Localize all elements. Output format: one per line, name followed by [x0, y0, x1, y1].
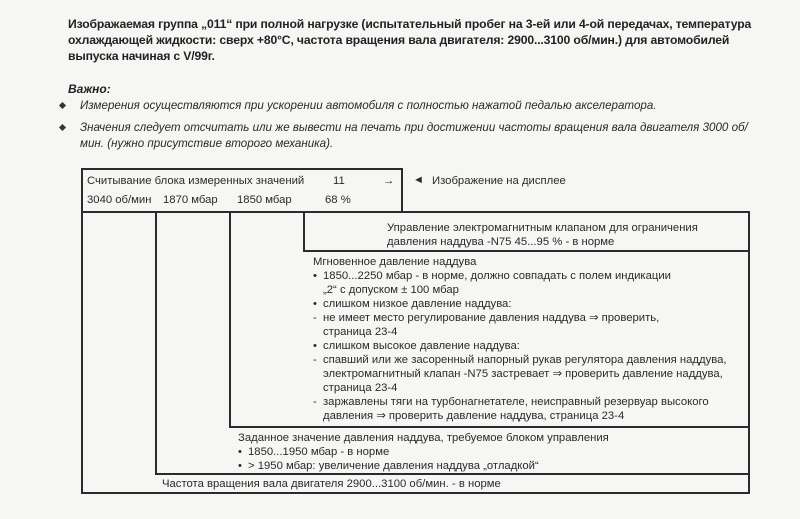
pointer-left-icon: ◄: [413, 174, 424, 186]
arrow-right-icon: →: [383, 175, 395, 187]
field4-line: давления наддува -N75 45...95 % - в норме: [387, 236, 615, 248]
field3-title: Мгновенное давление наддува: [313, 256, 477, 268]
display-field-4: 68 %: [325, 194, 351, 206]
item-line: - заржавлены тяги на турбонагнетателе, неисправный резервуар высокого: [323, 396, 709, 408]
item-line: • слишком высокое давление наддува:: [323, 340, 520, 352]
note-item: [60, 98, 780, 114]
important-heading: Важно:: [68, 82, 111, 96]
item-line: - не имеет место регулирование давления наддува ⇒ проверить,: [323, 312, 660, 324]
list-item: [313, 311, 743, 339]
field2-description: [238, 431, 738, 473]
diamond-bullet-icon: [59, 124, 66, 131]
display-field-3: 1850 мбар: [237, 194, 292, 206]
display-title: Считывание блока измеренных значений: [87, 175, 305, 187]
field4-description: [387, 221, 698, 249]
note-text: Измерения осуществляются при ускорении автомобиля с полностью нажатой педалью акселератора.: [80, 99, 657, 112]
field2-title: Заданное значение давления наддува, требуемое блоком управления: [238, 432, 609, 444]
item-line: • слишком низкое давление наддува:: [323, 298, 512, 310]
list-item: [313, 297, 743, 311]
display-field-2: 1870 мбар: [163, 194, 218, 206]
field4-line: Управление электромагнитным клапаном для ограничения: [387, 222, 698, 234]
list-item: [313, 395, 743, 423]
list-item: • > 1950 мбар: увеличение давления наддува „отладкой“: [238, 459, 738, 473]
note-item: [60, 120, 780, 152]
list-item: [313, 353, 743, 395]
display-caption: Изображение на дисплее: [432, 175, 566, 187]
display-field-1: 3040 об/мин: [87, 194, 152, 206]
item-line: страница 23-4: [323, 382, 398, 394]
field1-description: Частота вращения вала двигателя 2900...3100 об/мин. - в норме: [162, 478, 501, 490]
list-item: • 1850...1950 мбар - в норме: [238, 445, 738, 459]
note-text: Значения следует отсчитать или же вывести на печать при достижении частоты вращения вала двигателя 3000 об/мин. (нужно присутствие второго механика).: [80, 121, 748, 150]
intro-paragraph: Изображаемая группа „011“ при полной нагрузке (испытательный пробег на 3-ей или 4-ой передачах, температура охлаждающей жидкости: сверх +80°C, частота вращения вала двигателя: 2900...3100 об/мин.) для автомобилей выпуска начиная с V/99г.: [68, 17, 752, 63]
item-line: страница 23-4: [323, 326, 398, 338]
item-line: - спавший или же засоренный напорный рукав регулятора давления наддува,: [323, 354, 727, 366]
list-item: [313, 339, 743, 353]
item-line: • 1850...2250 мбар - в норме, должно совпадать с полем индикации: [323, 270, 671, 282]
item-line: электромагнитный клапан -N75 застревает ⇒ проверить давление наддува,: [323, 368, 723, 380]
item-line: „2“ с допуском ± 100 мбар: [323, 284, 459, 296]
field3-description: [313, 255, 743, 423]
display-group-number: 11: [333, 175, 345, 187]
list-item: [313, 269, 743, 297]
item-line: давления ⇒ проверить давление наддува, страница 23-4: [323, 410, 625, 422]
diamond-bullet-icon: [59, 102, 66, 109]
